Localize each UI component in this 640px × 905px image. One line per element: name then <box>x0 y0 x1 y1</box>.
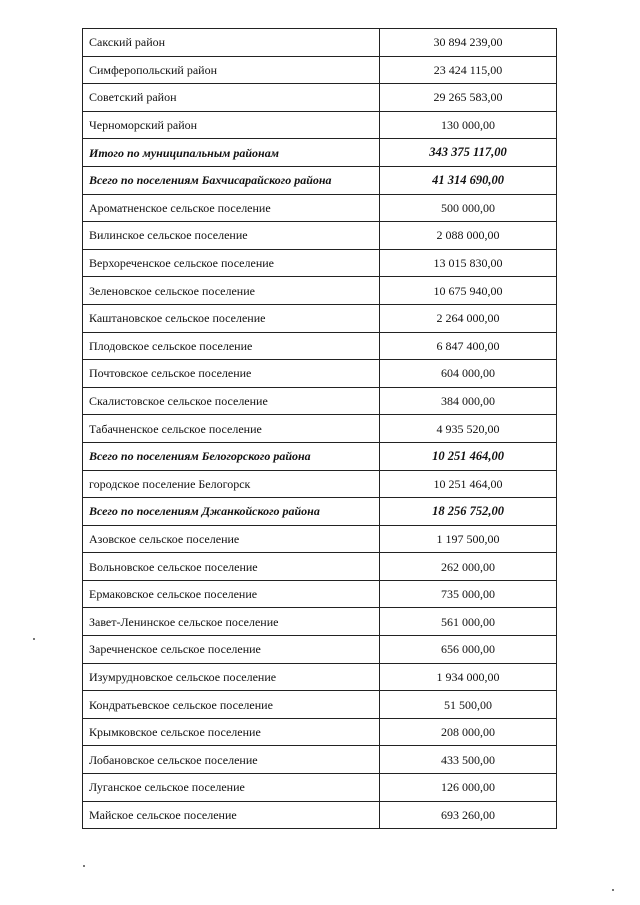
table-row <box>83 691 557 719</box>
row-name-cell: Каштановское сельское поселение <box>83 304 380 332</box>
row-name-cell: Завет-Ленинское сельское поселение <box>83 608 380 636</box>
table-row <box>83 470 557 498</box>
row-amount-cell: 735 000,00 <box>380 580 557 608</box>
table-row <box>83 360 557 388</box>
table-row <box>83 277 557 305</box>
row-name-cell: Верхореченское сельское поселение <box>83 249 380 277</box>
table-row <box>83 387 557 415</box>
table-row <box>83 29 557 57</box>
row-amount-cell: 10 675 940,00 <box>380 277 557 305</box>
row-amount-cell: 561 000,00 <box>380 608 557 636</box>
table-row <box>83 111 557 139</box>
row-amount-cell: 41 314 690,00 <box>380 166 557 194</box>
row-amount-cell: 1 197 500,00 <box>380 525 557 553</box>
row-name-cell: Табачненское сельское поселение <box>83 415 380 443</box>
row-amount-cell: 23 424 115,00 <box>380 56 557 84</box>
table-row <box>83 553 557 581</box>
row-name-cell: Симферопольский район <box>83 56 380 84</box>
table-row <box>83 84 557 112</box>
row-amount-cell: 208 000,00 <box>380 718 557 746</box>
row-name-cell: Вольновское сельское поселение <box>83 553 380 581</box>
table-row-total <box>83 139 557 167</box>
row-amount-cell: 604 000,00 <box>380 360 557 388</box>
row-name-cell: Ароматненское сельское поселение <box>83 194 380 222</box>
budget-table-body <box>83 29 557 829</box>
row-name-cell: Сакский район <box>83 29 380 57</box>
table-row <box>83 332 557 360</box>
table-row <box>83 222 557 250</box>
row-name-cell: Всего по поселениям Джанкойского района <box>83 498 380 526</box>
row-amount-cell: 262 000,00 <box>380 553 557 581</box>
row-name-cell: Луганское сельское поселение <box>83 774 380 802</box>
table-row <box>83 636 557 664</box>
table-row <box>83 774 557 802</box>
row-amount-cell: 656 000,00 <box>380 636 557 664</box>
row-name-cell: Азовское сельское поселение <box>83 525 380 553</box>
row-name-cell: Всего по поселениям Белогорского района <box>83 442 380 470</box>
row-name-cell: Лобановское сельское поселение <box>83 746 380 774</box>
row-name-cell: Кондратьевское сельское поселение <box>83 691 380 719</box>
row-name-cell: Итого по муниципальным районам <box>83 139 380 167</box>
row-name-cell: Ермаковское сельское поселение <box>83 580 380 608</box>
row-amount-cell: 500 000,00 <box>380 194 557 222</box>
row-name-cell: Скалистовское сельское поселение <box>83 387 380 415</box>
table-row <box>83 608 557 636</box>
row-name-cell: Изумрудновское сельское поселение <box>83 663 380 691</box>
table-row <box>83 718 557 746</box>
row-amount-cell: 1 934 000,00 <box>380 663 557 691</box>
row-amount-cell: 343 375 117,00 <box>380 139 557 167</box>
row-name-cell: Заречненское сельское поселение <box>83 636 380 664</box>
row-name-cell: Почтовское сельское поселение <box>83 360 380 388</box>
row-amount-cell: 2 264 000,00 <box>380 304 557 332</box>
row-amount-cell: 4 935 520,00 <box>380 415 557 443</box>
row-name-cell: Майское сельское поселение <box>83 801 380 829</box>
budget-table <box>82 28 557 829</box>
row-amount-cell: 51 500,00 <box>380 691 557 719</box>
row-amount-cell: 693 260,00 <box>380 801 557 829</box>
row-amount-cell: 6 847 400,00 <box>380 332 557 360</box>
table-row-total <box>83 166 557 194</box>
table-row <box>83 415 557 443</box>
row-name-cell: Вилинское сельское поселение <box>83 222 380 250</box>
row-amount-cell: 433 500,00 <box>380 746 557 774</box>
table-row <box>83 304 557 332</box>
row-name-cell: Зеленовское сельское поселение <box>83 277 380 305</box>
row-amount-cell: 30 894 239,00 <box>380 29 557 57</box>
table-row <box>83 56 557 84</box>
row-name-cell: Крымковское сельское поселение <box>83 718 380 746</box>
table-row <box>83 801 557 829</box>
row-amount-cell: 384 000,00 <box>380 387 557 415</box>
row-amount-cell: 130 000,00 <box>380 111 557 139</box>
table-row <box>83 580 557 608</box>
row-amount-cell: 10 251 464,00 <box>380 470 557 498</box>
row-name-cell: городское поселение Белогорск <box>83 470 380 498</box>
table-row <box>83 525 557 553</box>
row-amount-cell: 29 265 583,00 <box>380 84 557 112</box>
row-amount-cell: 126 000,00 <box>380 774 557 802</box>
scan-speck <box>33 638 35 640</box>
table-row <box>83 249 557 277</box>
row-name-cell: Плодовское сельское поселение <box>83 332 380 360</box>
row-amount-cell: 10 251 464,00 <box>380 442 557 470</box>
row-amount-cell: 2 088 000,00 <box>380 222 557 250</box>
table-row <box>83 194 557 222</box>
row-amount-cell: 18 256 752,00 <box>380 498 557 526</box>
table-row <box>83 663 557 691</box>
row-name-cell: Советский район <box>83 84 380 112</box>
table-row-total <box>83 442 557 470</box>
table-row-total <box>83 498 557 526</box>
row-name-cell: Черноморский район <box>83 111 380 139</box>
table-row <box>83 746 557 774</box>
scan-speck <box>612 889 614 891</box>
row-name-cell: Всего по поселениям Бахчисарайского района <box>83 166 380 194</box>
row-amount-cell: 13 015 830,00 <box>380 249 557 277</box>
scan-speck <box>83 865 85 867</box>
